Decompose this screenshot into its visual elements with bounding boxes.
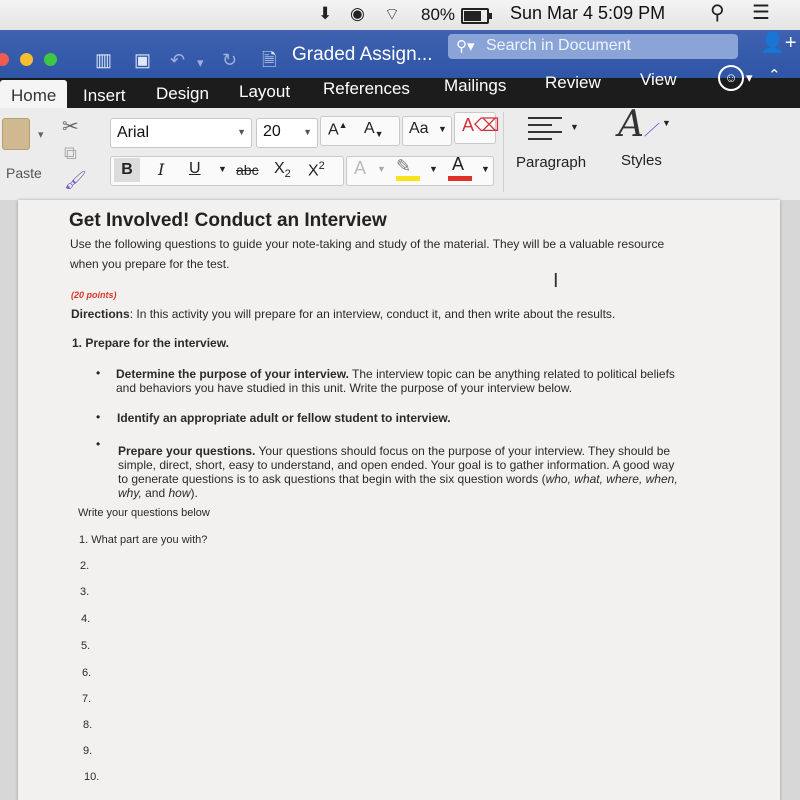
bullet-1-line-1 [116,367,675,381]
question-line[interactable]: 2. [80,560,90,572]
points-label: (20 points) [71,290,117,300]
battery-icon[interactable] [461,8,489,24]
paragraph-icon[interactable] [528,112,562,142]
paste-clipboard-icon[interactable] [2,118,30,150]
redo-icon[interactable]: ↻ [222,50,238,70]
bullet-3-line-3-italic: who, what, where, when, [545,472,678,486]
ribbon-divider [503,112,504,192]
paste-dropdown-icon[interactable]: ▾ [38,129,44,141]
menu-bar [0,0,800,30]
wifi-icon[interactable]: ⌔ [384,5,400,24]
bullet-1-line-2: and behaviors you have studied in this unit. Write the purpose of your interview below. [116,381,573,395]
shrink-font-label: A [364,120,375,137]
strikethrough-button[interactable]: abc [236,162,259,178]
undo-dropdown-icon[interactable]: ▾ [197,55,204,70]
chevron-down-icon: ▼ [303,127,312,137]
directions-label: Directions [71,307,130,321]
question-line[interactable]: 5. [81,640,91,652]
text-color-group [346,156,494,186]
minimize-window-button[interactable] [20,53,33,66]
document-heading: Get Involved! Conduct an Interview [69,210,387,231]
paragraph-label[interactable]: Paragraph [516,154,587,171]
chevron-down-icon: ▼ [237,127,246,137]
directions-line [71,307,615,321]
bullet-icon: • [96,410,101,424]
bullet-2-bold: Identify an appropriate adult or fellow student to interview. [117,411,451,425]
collapse-ribbon-icon[interactable]: ⌃ [768,67,781,84]
question-line[interactable]: 7. [82,693,92,705]
tab-home[interactable]: Home [0,80,67,110]
styles-label[interactable]: Styles [621,152,662,169]
highlight-color-bar [396,176,420,181]
clear-formatting-icon[interactable]: A⌫ [462,115,500,135]
tab-references[interactable]: References [323,79,410,98]
bullet-3-line-4 [118,486,198,500]
subscript-label: X [274,160,285,177]
subscript-button[interactable] [274,160,291,180]
bullet-1-text: The interview topic can be anything related to political beliefs [348,367,675,381]
styles-dropdown-icon[interactable]: ▼ [662,118,671,128]
text-effects-dropdown-icon[interactable]: ▼ [377,164,386,174]
document-title: Graded Assign... [292,44,433,65]
bullet-3-end: ). [190,486,198,500]
bullet-3-how: how [168,486,191,500]
bullet-3-bold: Prepare your questions. [118,444,256,458]
change-case-button[interactable]: Aa [409,120,429,137]
font-color-button[interactable]: A [452,154,465,174]
question-line[interactable]: 6. [82,667,92,679]
grow-font-button[interactable]: A▲ [328,120,348,139]
share-add-user-icon[interactable]: 👤+ [760,32,797,54]
format-painter-icon[interactable]: 🖌 [64,170,87,190]
app-menu-icon[interactable]: ⬇ [318,4,333,23]
bold-button[interactable]: B [114,158,140,182]
tab-design[interactable]: Design [156,84,209,103]
styles-icon[interactable]: A⟋ [618,104,657,145]
bullet-icon: • [96,366,101,380]
text-cursor-icon: I [553,270,559,292]
tab-layout[interactable]: Layout [239,82,291,101]
subscript-index: 2 [284,168,291,181]
question-line[interactable]: 1. What part are you with? [79,534,208,546]
word-document-icon: 🗎 [262,50,277,70]
cut-scissors-icon[interactable]: ✂ [62,116,79,138]
tab-mailings[interactable]: Mailings [444,76,507,95]
superscript-button[interactable] [308,160,325,180]
feedback-dropdown-icon[interactable]: ▾ [746,70,753,85]
intro-line-2: when you prepare for the test. [70,257,230,271]
spotlight-search-icon[interactable]: ⚲ [710,2,725,24]
intro-line-1: Use the following questions to guide your note-taking and study of the material. They will be a valuable resource [70,237,665,251]
search-icon: ⚲▾ [456,38,475,55]
font-name-value: Arial [117,124,150,141]
bullet-3-text: Your questions should focus on the purpose of your interview. They should be [255,444,671,458]
bullet-3-and: and [141,486,169,500]
question-line[interactable]: 8. [83,719,93,731]
sidebar-toggle-icon[interactable]: ▥ [95,50,113,70]
bullet-3-why: why, [118,486,142,500]
shrink-font-button[interactable]: $A_▼$ [364,120,384,140]
bullet-icon: • [96,437,101,451]
tab-insert[interactable]: Insert [83,86,126,105]
font-color-bar [448,176,472,181]
tab-review[interactable]: Review [545,73,601,92]
step-1-heading: 1. Prepare for the interview. [72,336,229,350]
menu-clock[interactable]: Sun Mar 4 5:09 PM [510,3,666,23]
bullet-1-bold: Determine the purpose of your interview. [116,367,349,381]
battery-percent: 80% [421,5,456,24]
screen-record-icon[interactable]: ◉ [350,4,365,23]
search-in-document-field[interactable] [448,34,738,59]
underline-dropdown-icon[interactable]: ▼ [218,164,227,174]
bullet-3-line-2: simple, direct, short, easy to understand, and open ended. Your goal is to gather information. A good way [118,458,675,472]
superscript-label: X [308,162,319,180]
bullet-3-line-3-text: to generate questions is to ask questions that begin with the six question words ( [118,472,546,486]
paste-label[interactable]: Paste [6,165,42,181]
font-name-select[interactable] [110,118,252,148]
font-color-dropdown-icon[interactable]: ▼ [481,164,490,174]
document-page[interactable] [18,200,780,800]
zoom-window-button[interactable] [44,53,57,66]
underline-button[interactable]: U [189,160,201,177]
bullet-3-line-1 [118,444,670,458]
copy-icon[interactable]: ⧉ [64,143,77,163]
question-line[interactable]: 9. [83,745,93,757]
notification-center-icon[interactable]: ☰ [752,2,770,24]
save-icon[interactable]: ▣ [134,50,152,70]
font-size-value: 20 [263,123,281,140]
search-placeholder: Search in Document [486,37,631,54]
feedback-smiley-icon[interactable]: ☺ [718,65,744,91]
bullet-3-line-3 [118,472,678,486]
question-line[interactable]: 4. [81,613,91,625]
question-line[interactable]: 10. [84,771,100,783]
highlight-dropdown-icon[interactable]: ▼ [429,164,438,174]
font-size-select[interactable] [256,118,318,148]
directions-text: : In this activity you will prepare for an interview, conduct it, and then write about the results. [129,307,616,321]
change-case-dropdown-icon[interactable]: ▼ [438,124,447,134]
highlighter-icon[interactable]: ✎ [396,156,412,176]
paragraph-dropdown-icon[interactable]: ▼ [570,122,579,132]
superscript-index: 2 [318,160,325,172]
italic-button[interactable]: I [158,160,165,179]
grow-font-label: A [328,121,339,139]
tab-view[interactable]: View [640,70,677,89]
write-questions-label: Write your questions below [78,507,210,519]
undo-icon[interactable]: ↶ [170,50,186,70]
text-effects-button[interactable]: A [354,158,367,178]
question-line[interactable]: 3. [80,586,90,598]
